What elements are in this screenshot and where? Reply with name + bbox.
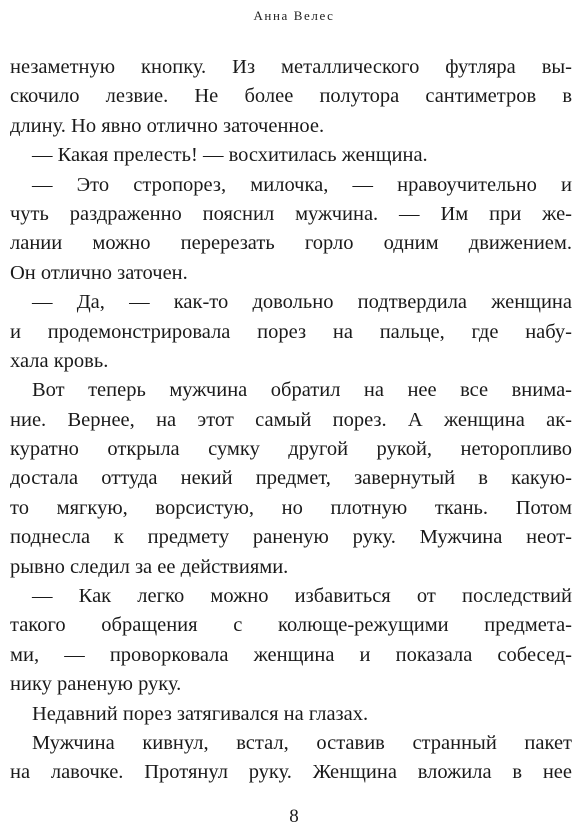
text-line: ние. Вернее, на этот самый порез. А женщина ак- <box>10 408 572 431</box>
text-line: такого обращения с колюще-режущими предмета- <box>10 614 572 637</box>
text-line: — Да, — как-то довольно подтвердила женщина <box>32 291 572 314</box>
text-line: на лавочке. Протянул руку. Женщина вложила в нее <box>10 761 572 784</box>
text-line: длину. Но явно отлично заточенное. <box>10 114 325 137</box>
text-line: хала кровь. <box>10 349 109 372</box>
text-line: ми, — проворковала женщина и показала собесед- <box>10 643 572 666</box>
text-line: незаметную кнопку. Из металлического футляра вы- <box>10 56 572 78</box>
text-line: поднесла к предмету раненую руку. Мужчина неот- <box>10 526 572 549</box>
text-line: Он отлично заточен. <box>10 261 188 284</box>
text-line: и продемонстрировала порез на пальце, где набу- <box>10 320 572 343</box>
text-line: Недавний порез затягивался на глазах. <box>32 702 369 725</box>
text-line: достала оттуда некий предмет, завернутый в какую- <box>10 467 572 490</box>
text-line: нику раненую руку. <box>10 673 182 696</box>
text-line: скочило лезвие. Не более полутора сантиметров в <box>10 85 572 108</box>
text-line: — Какая прелесть! — восхитилась женщина. <box>32 144 428 167</box>
text-line: чуть раздраженно пояснил мужчина. — Им при же- <box>10 202 572 225</box>
text-line: рывно следил за ее действиями. <box>10 555 289 578</box>
text-line: куратно открыла сумку другой рукой, неторопливо <box>10 438 572 461</box>
body-text <box>10 53 572 788</box>
text-line: Мужчина кивнул, встал, оставив странный пакет <box>32 731 572 754</box>
text-line: — Как легко можно избавиться от последствий <box>32 585 572 608</box>
text-line: то мягкую, ворсистую, но плотную ткань. Потом <box>10 496 572 519</box>
text-line: Вот теперь мужчина обратил на нее все внима- <box>32 379 572 402</box>
running-header: Анна Велес <box>253 8 335 23</box>
page-number: 8 <box>289 806 299 827</box>
text-line: — Это стропорез, милочка, — нравоучительно и <box>32 173 572 196</box>
text-line: лании можно перерезать горло одним движением. <box>10 232 572 255</box>
